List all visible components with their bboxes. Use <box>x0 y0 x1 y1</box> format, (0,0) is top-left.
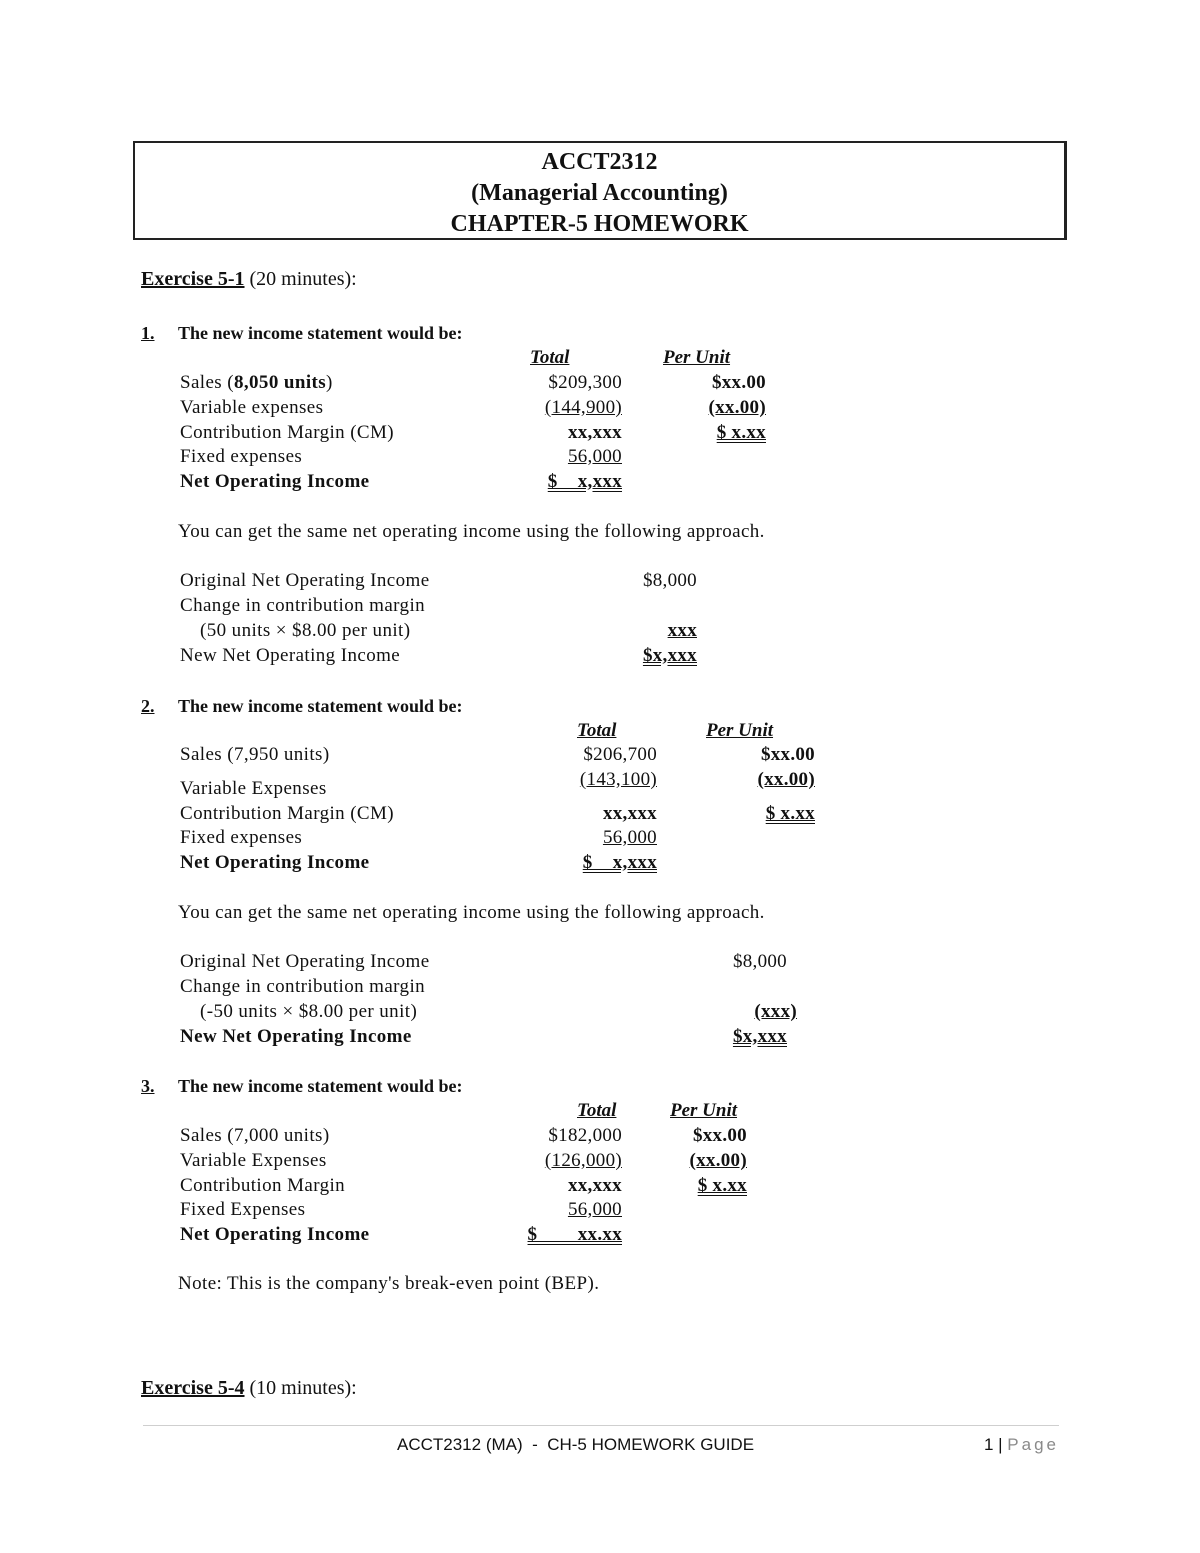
variable-expenses-label: Variable expenses <box>180 397 324 418</box>
change-cm-detail: (-50 units × $8.00 per unit) <box>200 1001 418 1022</box>
sales-label: Sales (7,950 units) <box>180 744 330 765</box>
col-total-header: Total <box>530 347 570 368</box>
new-noi-value: $x,xxx <box>642 645 697 666</box>
sales-label: Sales (7,000 units) <box>180 1125 330 1146</box>
approach-text: You can get the same net operating income using the following approach. <box>178 902 765 923</box>
col-total-header: Total <box>577 720 617 741</box>
new-noi-value: $x,xxx <box>732 1026 787 1047</box>
exercise-time: (10 minutes): <box>244 1377 357 1399</box>
sales-label: Sales (8,050 units) <box>180 372 333 393</box>
fixed-expenses-total: 56,000 <box>602 827 657 848</box>
part-2-number: 2. <box>141 696 155 716</box>
footer-divider <box>143 1425 1059 1426</box>
variable-expenses-label: Variable Expenses <box>180 1150 327 1171</box>
exercise-name: Exercise 5-1 <box>141 268 245 290</box>
exercise-5-4-heading <box>141 1377 357 1400</box>
title-box <box>133 141 1067 240</box>
contribution-margin-label: Contribution Margin <box>180 1175 346 1196</box>
variable-expenses-total: (144,900) <box>544 397 622 418</box>
net-operating-income-label: Net Operating Income <box>180 471 370 492</box>
variable-expenses-per-unit: (xx.00) <box>689 1150 747 1171</box>
variable-expenses-total: (126,000) <box>544 1150 622 1171</box>
variable-expenses-per-unit: (xx.00) <box>757 769 815 790</box>
variable-expenses-label: Variable Expenses <box>180 778 327 799</box>
bep-note: Note: This is the company's break-even point (BEP). <box>178 1273 600 1294</box>
original-noi-value: $8,000 <box>732 951 787 972</box>
variable-expenses-per-unit: (xx.00) <box>708 397 766 418</box>
part-2-heading: The new income statement would be: <box>178 696 463 716</box>
fixed-expenses-label: Fixed Expenses <box>180 1199 306 1220</box>
original-noi-label: Original Net Operating Income <box>180 951 430 972</box>
contribution-margin-per-unit: $ x.xx <box>697 1175 747 1196</box>
page-number-value: 1 <box>983 1435 994 1454</box>
contribution-margin-label: Contribution Margin (CM) <box>180 803 395 824</box>
new-noi-label: New Net Operating Income <box>180 1026 412 1047</box>
change-cm-label: Change in contribution margin <box>180 976 426 997</box>
contribution-margin-per-unit: $ x.xx <box>716 422 766 443</box>
col-per-unit-header: Per Unit <box>663 347 731 368</box>
page-number: 1 | Page <box>983 1435 1059 1454</box>
part-3-heading: The new income statement would be: <box>178 1076 463 1096</box>
sales-per-unit: $xx.00 <box>760 744 815 765</box>
fixed-expenses-label: Fixed expenses <box>180 446 303 467</box>
contribution-margin-total: xx,xxx <box>567 1175 622 1196</box>
course-name: (Managerial Accounting) <box>471 180 728 206</box>
exercise-time: (20 minutes): <box>244 268 357 290</box>
net-operating-income-total: $ xx.xx <box>527 1224 622 1245</box>
part-1-heading: The new income statement would be: <box>178 323 463 343</box>
col-per-unit-header: Per Unit <box>670 1100 738 1121</box>
sales-total: $209,300 <box>548 372 622 393</box>
exercise-5-1-heading <box>141 268 357 291</box>
exercise-name: Exercise 5-4 <box>141 1377 245 1399</box>
col-total-header: Total <box>577 1100 617 1121</box>
net-operating-income-label: Net Operating Income <box>180 852 370 873</box>
net-operating-income-label: Net Operating Income <box>180 1224 370 1245</box>
net-operating-income-total: $ x,xxx <box>547 471 622 492</box>
new-noi-label: New Net Operating Income <box>180 645 401 666</box>
col-per-unit-header: Per Unit <box>706 720 774 741</box>
page-label: Page <box>1007 1435 1059 1454</box>
original-noi-value: $8,000 <box>642 570 697 591</box>
fixed-expenses-total: 56,000 <box>567 1199 622 1220</box>
contribution-margin-label: Contribution Margin (CM) <box>180 422 395 443</box>
sales-per-unit: $xx.00 <box>711 372 766 393</box>
approach-text: You can get the same net operating income using the following approach. <box>178 521 765 542</box>
sales-total: $182,000 <box>548 1125 622 1146</box>
part-1-number: 1. <box>141 323 155 343</box>
variable-expenses-total: (143,100) <box>579 769 657 790</box>
change-cm-value: (xxx) <box>754 1001 797 1022</box>
document-title: CHAPTER-5 HOMEWORK <box>450 211 749 237</box>
fixed-expenses-label: Fixed expenses <box>180 827 303 848</box>
contribution-margin-per-unit: $ x.xx <box>765 803 815 824</box>
original-noi-label: Original Net Operating Income <box>180 570 430 591</box>
footer-text: ACCT2312 (MA) - CH-5 HOMEWORK GUIDE <box>397 1435 755 1454</box>
course-code: ACCT2312 <box>541 149 658 175</box>
contribution-margin-total: xx,xxx <box>567 422 622 443</box>
part-3-number: 3. <box>141 1076 155 1096</box>
change-cm-detail: (50 units × $8.00 per unit) <box>200 620 411 641</box>
net-operating-income-total: $ x,xxx <box>582 852 657 873</box>
change-cm-label: Change in contribution margin <box>180 595 426 616</box>
fixed-expenses-total: 56,000 <box>567 446 622 467</box>
contribution-margin-total: xx,xxx <box>602 803 657 824</box>
change-cm-value: xxx <box>667 620 697 641</box>
sales-per-unit: $xx.00 <box>692 1125 747 1146</box>
sales-total: $206,700 <box>583 744 657 765</box>
